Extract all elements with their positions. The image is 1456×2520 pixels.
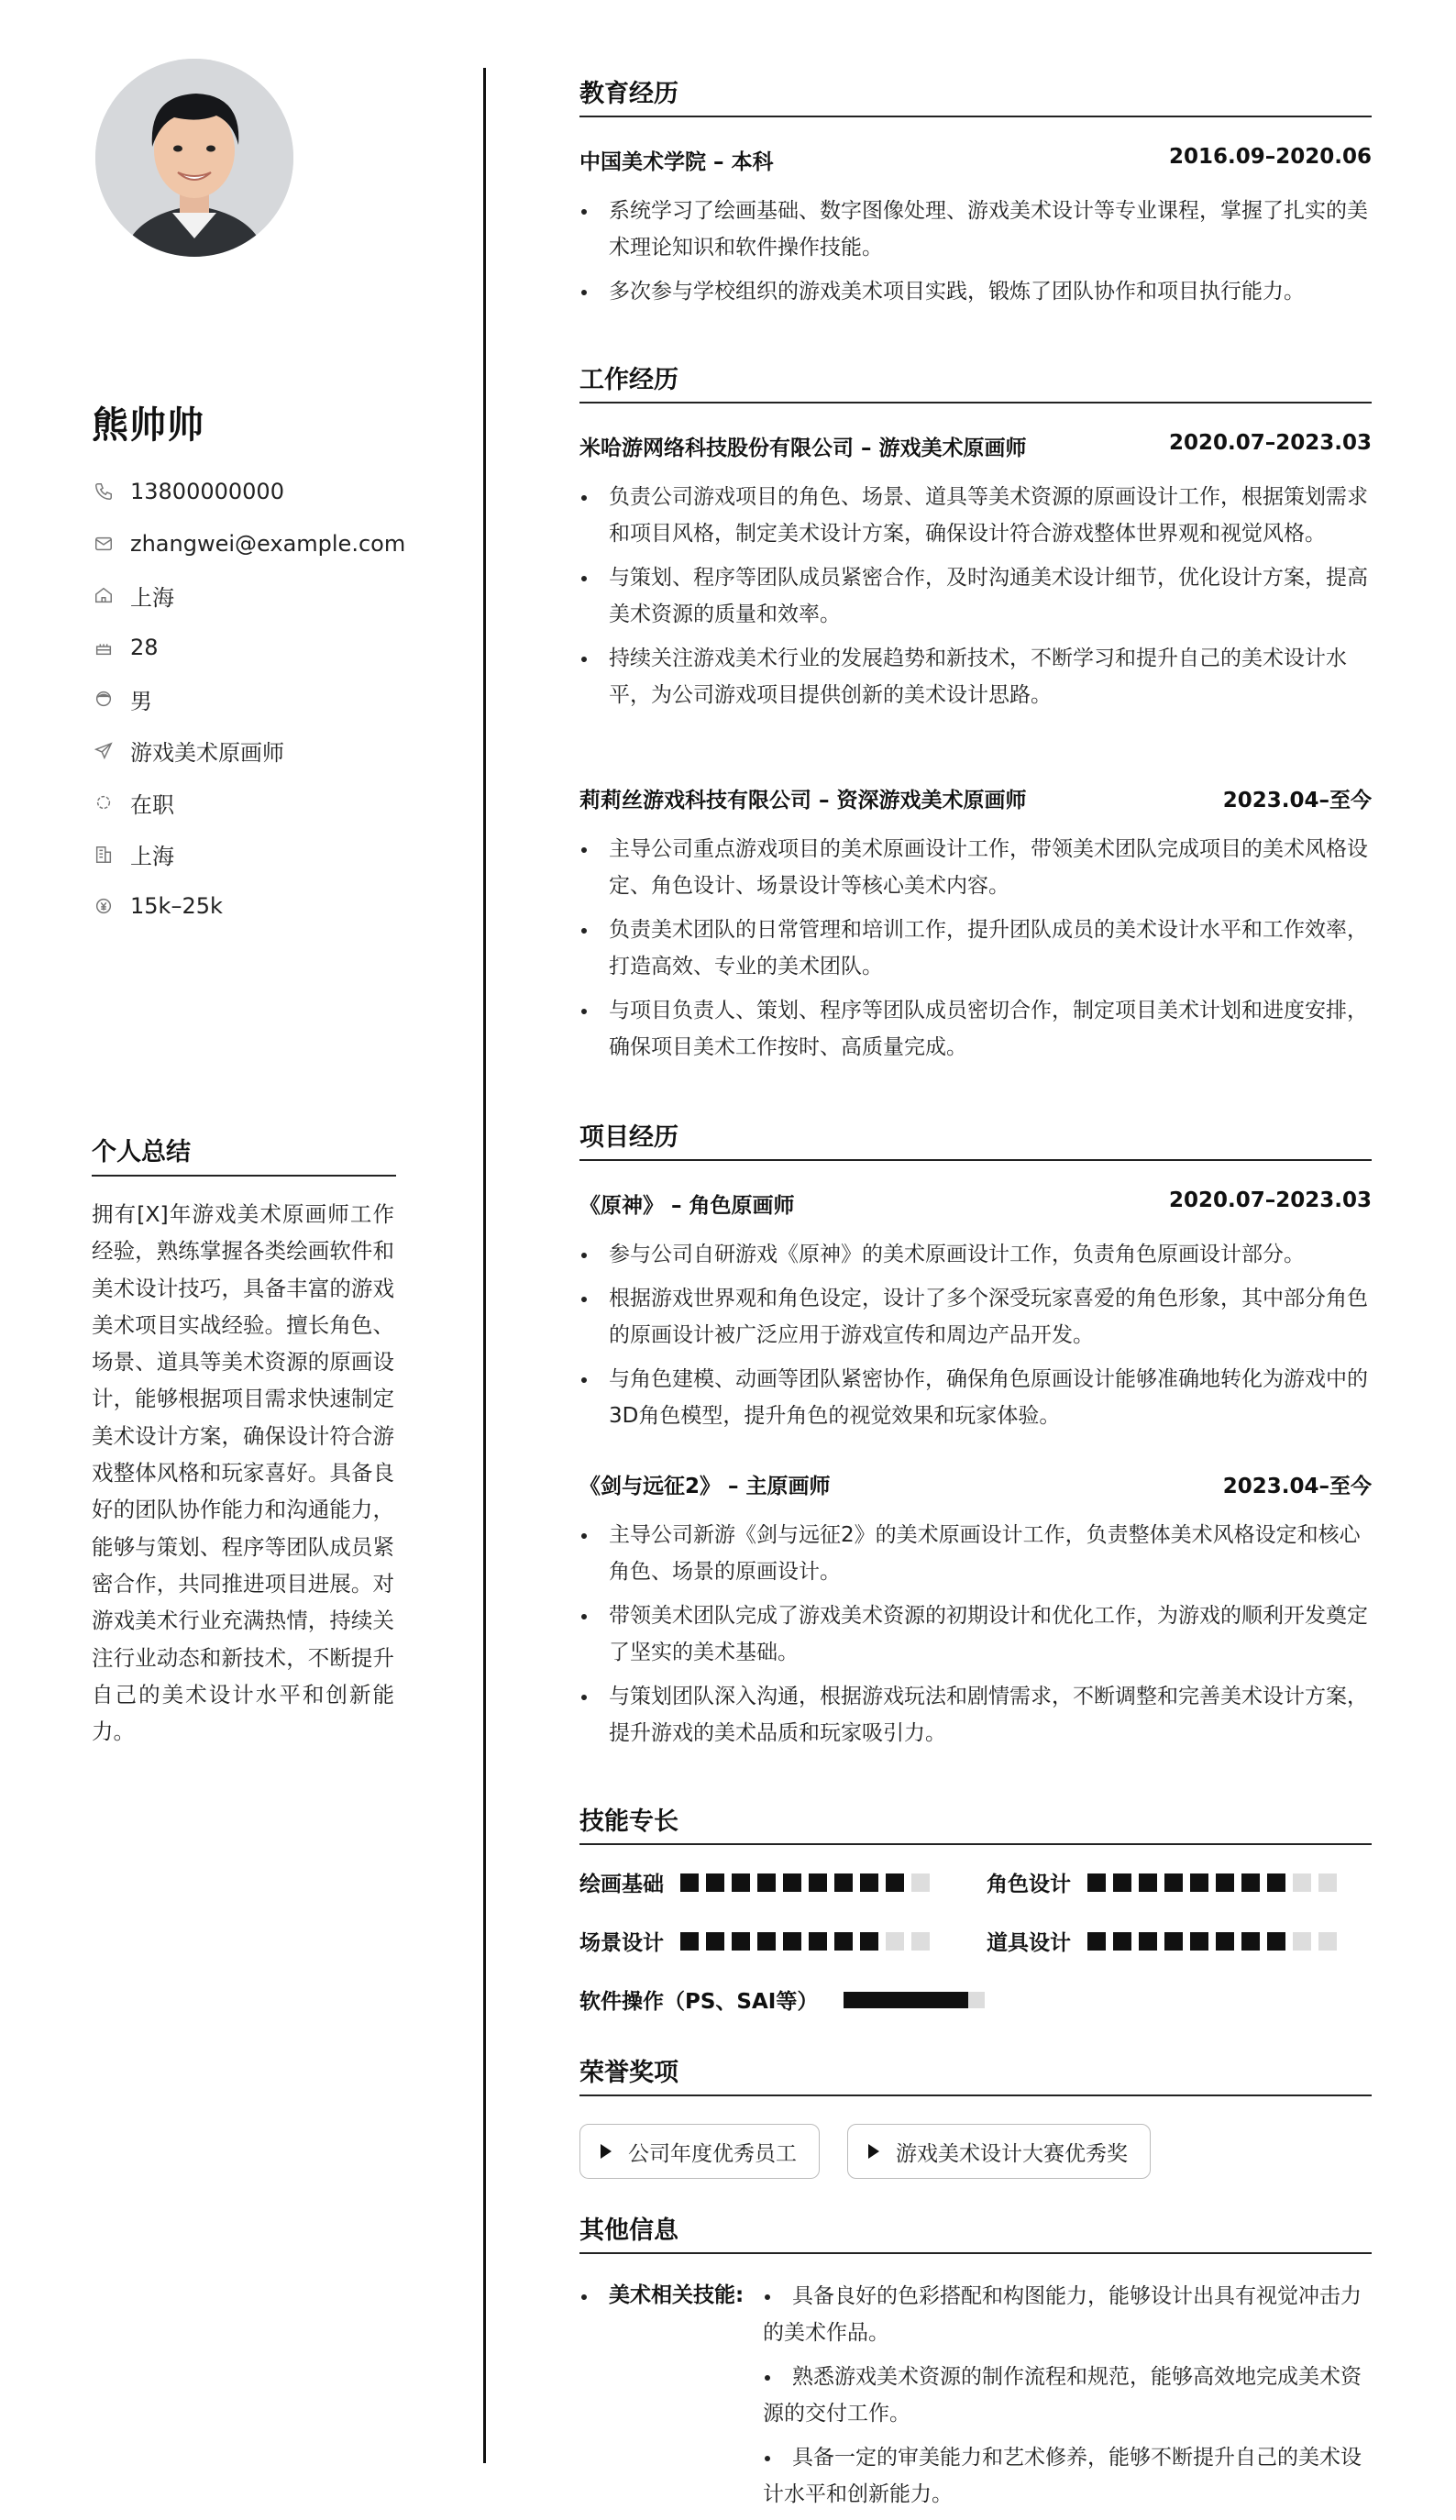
cake-icon xyxy=(92,636,116,659)
info-position xyxy=(92,725,458,778)
project-1-name: 《原神》 – 角色原画师 xyxy=(579,1194,795,1218)
info-city xyxy=(92,829,458,881)
status-icon xyxy=(92,790,116,814)
phone-icon xyxy=(92,480,116,503)
rating-square-filled xyxy=(886,1873,904,1892)
education-title: 教育经历 xyxy=(579,73,1372,117)
sidebar xyxy=(0,0,477,2520)
list-item: 与策划团队深入沟通，根据游戏玩法和剧情需求，不断调整和完善美术设计方案，提升游戏的美术品质和玩家吸引力。 xyxy=(579,1678,1372,1752)
skill-scene xyxy=(579,1926,937,1956)
project-2-date: 2023.04–至今 xyxy=(1222,1475,1372,1498)
rating-square-filled xyxy=(1216,1932,1234,1951)
list-item: 系统学习了绘画基础、数字图像处理、游戏美术设计等专业课程，掌握了扎实的美术理论知识和软件操作技能。 xyxy=(579,193,1372,266)
rating-square-filled xyxy=(1164,1873,1183,1892)
rating-square-filled xyxy=(1190,1873,1208,1892)
skill-rating xyxy=(680,1932,937,1951)
list-item: 熟悉游戏美术资源的制作流程和规范，能够高效地完成美术资源的交付工作。 xyxy=(763,2359,1372,2432)
rating-square-filled xyxy=(732,1873,750,1892)
rating-square-empty xyxy=(1293,1932,1311,1951)
rating-square-filled xyxy=(834,1932,853,1951)
job-2-date: 2023.04–至今 xyxy=(1222,789,1372,812)
rating-square-filled xyxy=(1087,1932,1106,1951)
skill-progress-fill xyxy=(844,1992,968,2008)
age-text: 28 xyxy=(130,634,159,660)
rating-square-filled xyxy=(1113,1932,1131,1951)
education-date: 2016.09–2020.06 xyxy=(1168,145,1372,169)
gender-text: 男 xyxy=(130,688,152,714)
rating-square-filled xyxy=(783,1932,801,1951)
honor-label: 公司年度优秀员工 xyxy=(628,2141,797,2166)
list-item: 参与公司自研游戏《原神》的美术原画设计工作，负责角色原画设计部分。 xyxy=(579,1236,1372,1273)
status-text: 在职 xyxy=(130,791,174,818)
job-2-company: 莉莉丝游戏科技有限公司 – 资深游戏美术原画师 xyxy=(579,789,1027,812)
list-item: 具备一定的审美能力和艺术修养，能够不断提升自己的美术设计水平和创新能力。 xyxy=(763,2439,1372,2513)
job-1-company: 米哈游网络科技股份有限公司 – 游戏美术原画师 xyxy=(579,437,1027,460)
skill-progress-bar xyxy=(844,1992,985,2008)
work-title: 工作经历 xyxy=(579,359,1372,403)
info-salary xyxy=(92,880,458,933)
rating-square-filled xyxy=(680,1932,699,1951)
rating-square-empty xyxy=(1293,1873,1311,1892)
project-2-head xyxy=(579,1469,1372,1499)
education-bullets xyxy=(579,193,1372,317)
play-icon xyxy=(601,2144,612,2159)
list-item: 负责美术团队的日常管理和培训工作，提升团队成员的美术设计水平和工作效率，打造高效、专业的美术团队。 xyxy=(579,912,1372,985)
rating-square-filled xyxy=(706,1932,724,1951)
play-icon xyxy=(868,2144,879,2159)
list-item: 带领美术团队完成了游戏美术资源的初期设计和优化工作，为游戏的顺利开发奠定了坚实的美术基础。 xyxy=(579,1597,1372,1671)
list-item: 负责公司游戏项目的角色、场景、道具等美术资源的原画设计工作，根据策划需求和项目风格，制定美术设计方案，确保设计符合游戏整体世界观和视觉风格。 xyxy=(579,479,1372,552)
rating-square-filled xyxy=(1241,1932,1260,1951)
rating-square-filled xyxy=(1190,1932,1208,1951)
honor-badge xyxy=(579,2124,820,2179)
skill-rating xyxy=(1087,1932,1344,1951)
rating-square-filled xyxy=(860,1873,878,1892)
honor-label: 游戏美术设计大赛优秀奖 xyxy=(896,2141,1128,2166)
skill-rating xyxy=(680,1873,937,1892)
rating-square-filled xyxy=(1164,1932,1183,1951)
info-gender xyxy=(92,673,458,725)
job-2-head xyxy=(579,783,1372,813)
list-item: 与策划、程序等团队成员紧密合作，及时沟通美术设计细节，优化设计方案，提高美术资源的质量和效率。 xyxy=(579,559,1372,633)
mail-icon xyxy=(92,532,116,556)
info-status xyxy=(92,777,458,829)
rating-square-filled xyxy=(1087,1873,1106,1892)
send-icon xyxy=(92,739,116,763)
rating-square-filled xyxy=(1139,1873,1157,1892)
salary-icon xyxy=(92,894,116,918)
location-text: 上海 xyxy=(130,584,174,611)
other-bullets xyxy=(763,2278,1372,2520)
education-entry-head xyxy=(579,145,1372,175)
rating-square-filled xyxy=(809,1932,827,1951)
email-text[interactable]: zhangwei@example.com xyxy=(130,530,406,557)
job-1-bullets xyxy=(579,479,1372,721)
list-item: 具备良好的色彩搭配和构图能力，能够设计出具有视觉冲击力的美术作品。 xyxy=(763,2278,1372,2351)
rating-square-filled xyxy=(783,1873,801,1892)
list-item: 与项目负责人、策划、程序等团队成员密切合作，制定项目美术计划和进度安排，确保项目美术工作按时、高质量完成。 xyxy=(579,992,1372,1066)
project-2-name: 《剑与远征2》 – 主原画师 xyxy=(579,1475,831,1498)
skill-prop xyxy=(987,1926,1344,1956)
skill-rating xyxy=(1087,1873,1344,1892)
job-1-date: 2020.07–2023.03 xyxy=(1168,431,1372,455)
skill-label: 绘画基础 xyxy=(579,1873,664,1896)
info-age xyxy=(92,622,458,674)
rating-square-empty xyxy=(911,1932,930,1951)
home-icon xyxy=(92,583,116,607)
project-1-head xyxy=(579,1188,1372,1219)
rating-square-empty xyxy=(886,1932,904,1951)
skill-label: 道具设计 xyxy=(987,1931,1071,1955)
project-2-bullets xyxy=(579,1517,1372,1759)
job-1-head xyxy=(579,431,1372,461)
avatar xyxy=(95,59,293,257)
salary-text: 15k–25k xyxy=(130,893,223,920)
skill-software xyxy=(579,1984,985,2015)
skill-character xyxy=(987,1867,1344,1897)
profile-name: 熊帅帅 xyxy=(92,404,204,447)
building-icon xyxy=(92,843,116,867)
summary-title: 个人总结 xyxy=(92,1132,396,1177)
skill-label: 角色设计 xyxy=(987,1873,1071,1896)
rating-square-filled xyxy=(860,1932,878,1951)
info-phone xyxy=(92,466,458,518)
rating-square-filled xyxy=(834,1873,853,1892)
rating-square-empty xyxy=(1318,1873,1337,1892)
gender-icon xyxy=(92,687,116,711)
rating-square-filled xyxy=(706,1873,724,1892)
honors-title: 荣誉奖项 xyxy=(579,2052,1372,2096)
list-item: 主导公司重点游戏项目的美术原画设计工作，带领美术团队完成项目的美术风格设定、角色设计、场景设计等核心美术内容。 xyxy=(579,831,1372,904)
rating-square-filled xyxy=(1216,1873,1234,1892)
rating-square-filled xyxy=(1267,1873,1285,1892)
rating-square-filled xyxy=(1241,1873,1260,1892)
skill-drawing xyxy=(579,1867,937,1897)
rating-square-filled xyxy=(1113,1873,1131,1892)
rating-square-filled xyxy=(809,1873,827,1892)
honor-badge xyxy=(847,2124,1151,2179)
projects-title: 项目经历 xyxy=(579,1117,1372,1161)
rating-square-filled xyxy=(757,1932,776,1951)
skill-label: 软件操作（PS、SAI等） xyxy=(579,1990,819,2014)
avatar-photo xyxy=(95,59,293,257)
project-1-bullets xyxy=(579,1236,1372,1442)
list-item: 多次参与学校组织的游戏美术项目实践，锻炼了团队协作和项目执行能力。 xyxy=(579,273,1372,310)
city-text: 上海 xyxy=(130,844,174,870)
other-key: 美术相关技能: xyxy=(579,2278,744,2308)
rating-square-empty xyxy=(911,1873,930,1892)
job-2-bullets xyxy=(579,831,1372,1073)
list-item: 持续关注游戏美术行业的发展趋势和新技术，不断学习和提升自己的美术设计水平，为公司游戏项目提供创新的美术设计思路。 xyxy=(579,640,1372,713)
rating-square-empty xyxy=(1318,1932,1337,1951)
rating-square-filled xyxy=(1267,1932,1285,1951)
summary-text: 拥有[X]年游戏美术原画师工作经验，熟练掌握各类绘画软件和美术设计技巧，具备丰富的游戏美术项目实战经验。擅长角色、场景、道具等美术资源的原画设计，能够根据项目需求快速制定美术设计方案，确保设计符合游戏整体风格和玩家喜好。具备良好的团队协作能力和沟通能力，能够与策划、程序等团队成员紧密合作，共同推进项目进展。对游戏美术行业充满热情，持续关注行业动态和新技术，不断提升自己的美术设计水平和创新能力。 xyxy=(92,1201,394,1745)
rating-square-filled xyxy=(1139,1932,1157,1951)
rating-square-filled xyxy=(680,1873,699,1892)
skill-label: 场景设计 xyxy=(579,1931,664,1955)
list-item: 与角色建模、动画等团队紧密协作，确保角色原画设计能够准确地转化为游戏中的3D角色模型，提升角色的视觉效果和玩家体验。 xyxy=(579,1361,1372,1434)
list-item: 主导公司新游《剑与远征2》的美术原画设计工作，负责整体美术风格设定和核心角色、场景的原画设计。 xyxy=(579,1517,1372,1590)
other-title: 其他信息 xyxy=(579,2210,1372,2254)
phone-text[interactable]: 13800000000 xyxy=(130,479,284,505)
position-text: 游戏美术原画师 xyxy=(130,740,284,767)
education-school: 中国美术学院 – 本科 xyxy=(579,150,774,174)
info-location xyxy=(92,569,458,622)
rating-square-filled xyxy=(757,1873,776,1892)
column-divider xyxy=(483,68,486,2463)
skills-title: 技能专长 xyxy=(579,1801,1372,1845)
list-item: 根据游戏世界观和角色设定，设计了多个深受玩家喜爱的角色形象，其中部分角色的原画设计被广泛应用于游戏宣传和周边产品开发。 xyxy=(579,1280,1372,1354)
rating-square-filled xyxy=(732,1932,750,1951)
contact-info-list xyxy=(92,466,458,933)
project-1-date: 2020.07–2023.03 xyxy=(1168,1188,1372,1212)
info-email xyxy=(92,518,458,570)
